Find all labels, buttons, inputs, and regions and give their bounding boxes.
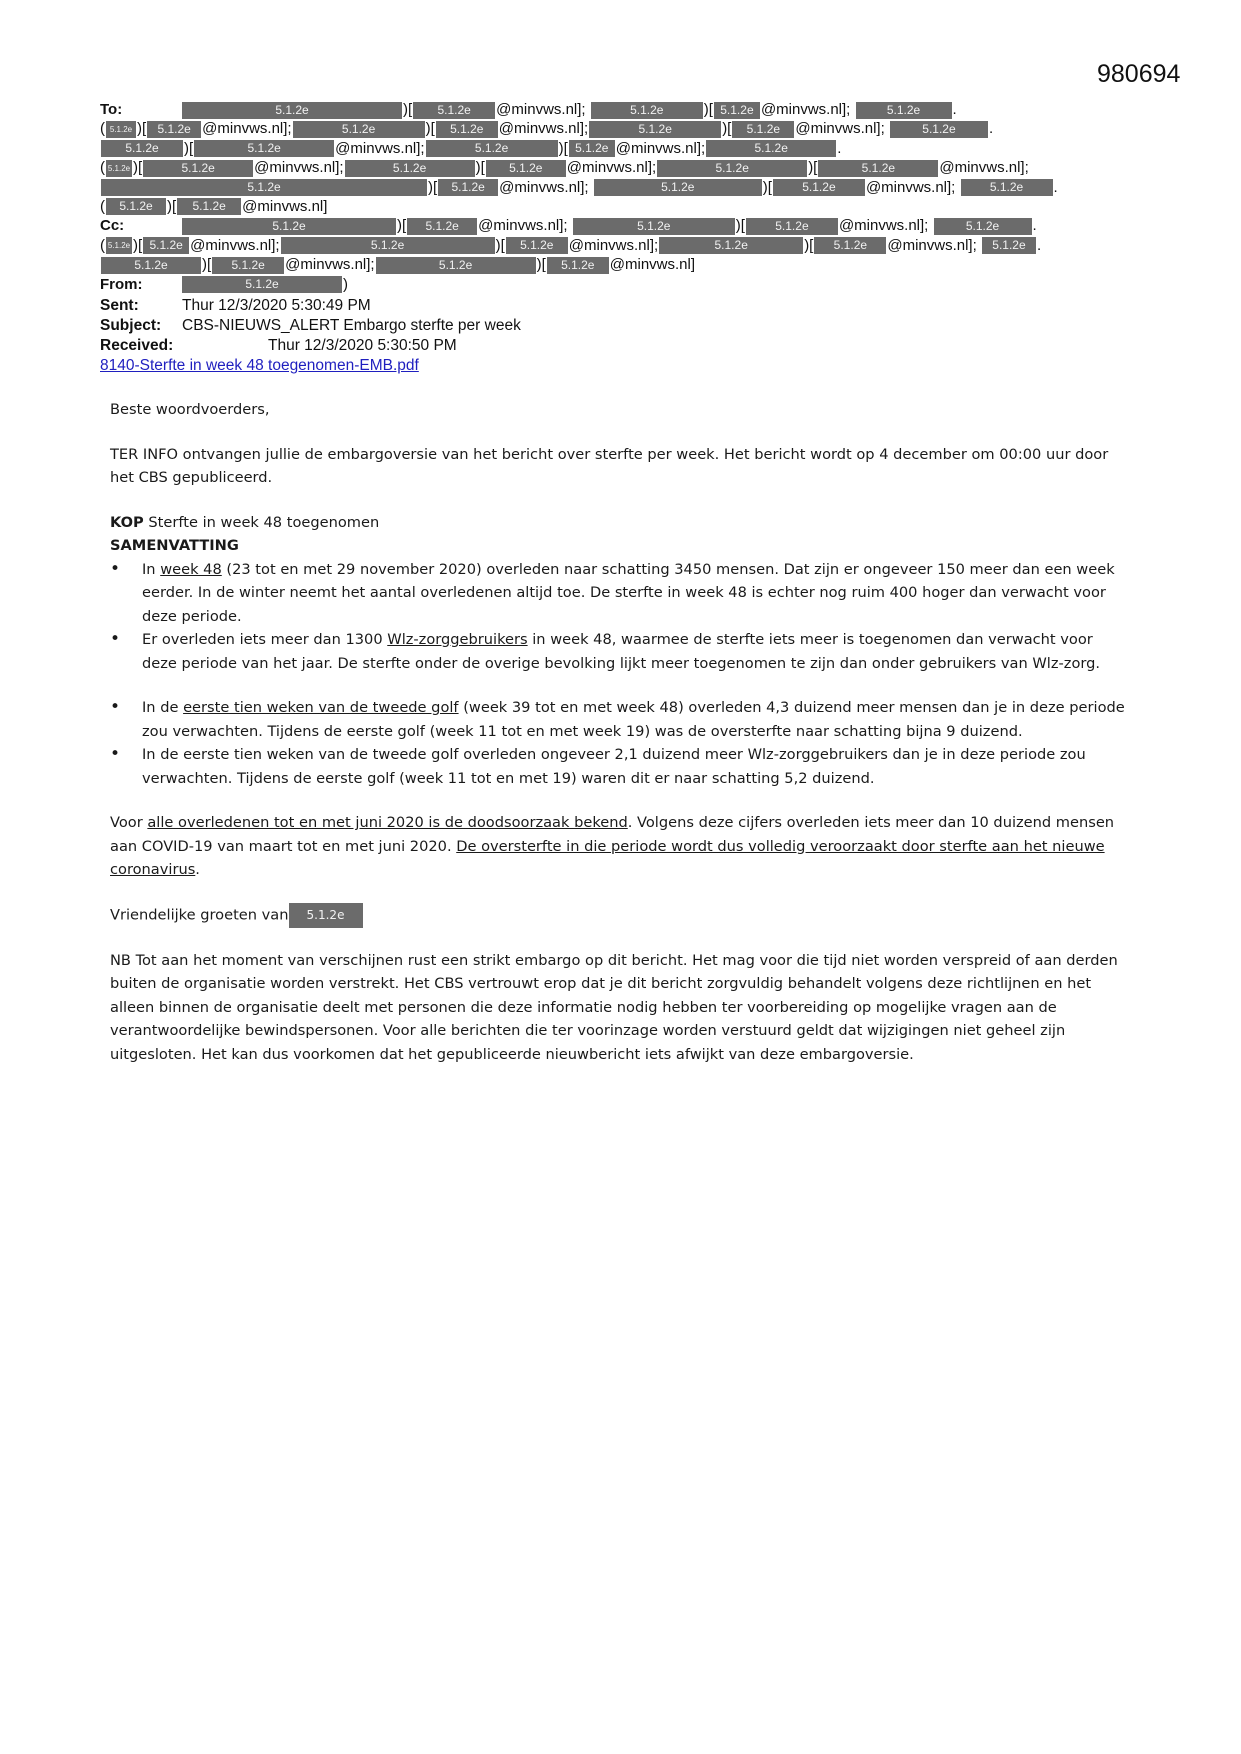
email-domain: @minvws.nl];	[568, 236, 659, 254]
sent-value: Thur 12/3/2020 5:30:49 PM	[182, 297, 371, 314]
summary-list	[110, 696, 1130, 790]
redacted-name: 5.1.2e	[177, 198, 241, 215]
to-line: ( 5.1.2e )[ 5.1.2e @minvws.nl]; 5.1.2e )[ 5.1.2e @minvws.nl]; 5.1.2e )[ 5.1.2e @minvws.nl];	[100, 159, 1029, 177]
redacted-name: 5.1.2e	[589, 121, 721, 138]
email-domain: @minvws.nl];	[499, 178, 589, 196]
redacted-name: 5.1.2e	[106, 198, 166, 215]
redacted-name: 5.1.2e	[961, 179, 1053, 196]
email-domain: @minvws.nl];	[335, 139, 425, 157]
document-id: 980694	[1097, 60, 1181, 88]
email-domain: @minvws.nl];	[887, 236, 977, 254]
redacted-name: 5.1.2e	[293, 121, 425, 138]
subject-value: CBS-NIEUWS_ALERT Embargo sterfte per week	[182, 317, 521, 334]
redacted-name: 5.1.2e	[890, 121, 988, 138]
redacted-name: 5.1.2e	[657, 160, 807, 177]
nb-paragraph: NB Tot aan het moment van verschijnen rust een strikt embargo op dit bericht. Het mag voor die tijd niet worden verspreid of aan derden buiten de organisatie worden verstrekt. Het CBS vertrouwt erop dat je dit bericht zorgvuldig behandelt volgens deze richtlijnen en het alleen binnen de organisatie deelt met personen die deze informatie nodig hebben ter voorbereiding op mogelijke vragen aan de verantwoordelijke bewindspersonen. Voor alle berichten die ter voorinzage worden verstuurd geldt dat wijzigingen niet geheel zijn uitgesloten. Het kan dus voorkomen dat het gepubliceerde nieuwbericht iets afwijkt van deze embargoversie.	[110, 951, 1118, 1063]
redacted-name: 5.1.2e	[345, 160, 475, 177]
redacted-name: 5.1.2e	[407, 218, 477, 235]
redacted-name: 5.1.2e	[106, 237, 132, 254]
email-domain: @minvws.nl];	[566, 159, 657, 177]
email-domain: @minvws.nl];	[615, 139, 706, 157]
text: (week 39 tot en met week 48) overleden 4,3 duizend meer mensen dan je in deze periode zou verwachten. Tijdens de eerste golf (week 11 tot en met week 19) was de oversterfte naar schatting bijna 9 duizend.	[142, 699, 1125, 740]
redacted-name: 5.1.2e	[569, 140, 615, 157]
redacted-name: 5.1.2e	[194, 140, 334, 157]
to-line: 5.1.2e )[ 5.1.2e @minvws.nl]; 5.1.2e )[ 5.1.2e @minvws.nl]; 5.1.2e .	[100, 178, 1140, 197]
redacted-name: 5.1.2e	[438, 179, 498, 196]
email-domain-last: @minvws.nl]	[609, 256, 696, 274]
redacted-name: 5.1.2e	[934, 218, 1032, 235]
redacted-name: 5.1.2e	[143, 237, 189, 254]
text: Er overleden iets meer dan 1300	[142, 631, 388, 648]
email-domain: @minvws.nl];	[190, 236, 280, 254]
redacted-name: 5.1.2e	[106, 121, 136, 138]
oversterfte-link[interactable]: De oversterfte in die periode wordt dus volledig veroorzaakt door sterfte aan het nieuwe coronavirus	[110, 837, 1105, 878]
received-label: Received:	[100, 337, 174, 354]
to-line: ( 5.1.2e )[ 5.1.2e @minvws.nl]	[100, 197, 328, 215]
email-meta	[100, 296, 521, 376]
redacted-name: 5.1.2e	[982, 237, 1036, 254]
to-line: ( 5.1.2e )[ 5.1.2e @minvws.nl]; 5.1.2e )[ 5.1.2e @minvws.nl]; 5.1.2e )[ 5.1.2e @minvws.nl]; 5.1.2e .	[100, 120, 994, 138]
subject-row	[100, 316, 521, 336]
redacted-name: 5.1.2e	[376, 257, 536, 274]
email-domain: @minvws.nl];	[939, 159, 1029, 177]
text: In de	[142, 699, 184, 716]
redacted-name: 5.1.2e	[106, 160, 132, 177]
to-label: To:	[100, 101, 123, 118]
email-domain: @minvws.nl];	[496, 101, 586, 118]
cc-line: 5.1.2e )[ 5.1.2e @minvws.nl]; 5.1.2e )[ 5.1.2e @minvws.nl]	[100, 255, 1140, 274]
email-domain-last: @minvws.nl]	[242, 197, 328, 215]
redacted-name: 5.1.2e	[281, 237, 495, 254]
redacted-name: 5.1.2e	[182, 218, 396, 235]
from-line: From: 5.1.2e )	[100, 275, 348, 293]
list-item: • In de eerste tien weken van de tweede golf overleden ongeveer 2,1 duizend meer Wlz-zorggebruikers dan je in deze periode zou verwachten. Tijdens de eerste golf (week 11 tot en met 19) waren dit er naar schatting 5,2 duizend.	[110, 743, 1130, 790]
redacted-name: 5.1.2e	[212, 257, 284, 274]
greeting: Beste woordvoerders,	[110, 401, 270, 418]
kop-label: KOP	[110, 513, 144, 531]
intro-paragraph: TER INFO ontvangen jullie de embargoversie van het bericht over sterfte per week. Het bericht wordt op 4 december om 00:00 uur door het CBS gepubliceerd.	[110, 445, 1109, 486]
redacted-name: 5.1.2e	[436, 121, 498, 138]
list-item	[110, 628, 1130, 675]
redacted-name: 5.1.2e	[289, 903, 363, 928]
week-48-link[interactable]: week 48	[160, 560, 222, 578]
text: (23 tot en met 29 november 2020) overleden naar schatting 3450 mensen. Dat zijn er ongeveer 150 meer dan een week eerder. In de winter neemt het aantal overledenen altijd toe. De sterfte in week 48 is echter nog ruim 400 hoger dan verwacht voor deze periode.	[142, 560, 1115, 625]
redacted-name: 5.1.2e	[818, 160, 938, 177]
redacted-name: 5.1.2e	[182, 102, 402, 119]
kop-text: Sterfte in week 48 toegenomen	[143, 513, 380, 531]
redacted-name: 5.1.2e	[182, 276, 342, 293]
email-domain: @minvws.nl];	[285, 256, 375, 274]
recipient-block	[100, 100, 1140, 294]
cc-line: Cc: 5.1.2e )[ 5.1.2e @minvws.nl]; 5.1.2e )[ 5.1.2e @minvws.nl]; 5.1.2e .	[100, 217, 1037, 235]
text: .	[195, 861, 200, 878]
redacted-name: 5.1.2e	[856, 102, 952, 119]
redacted-name: 5.1.2e	[101, 179, 427, 196]
redacted-name: 5.1.2e	[573, 218, 735, 235]
redacted-name: 5.1.2e	[714, 102, 760, 119]
attachment-row	[100, 356, 521, 376]
redacted-name: 5.1.2e	[101, 140, 183, 157]
to-line: To: 5.1.2e )[ 5.1.2e @minvws.nl]; 5.1.2e )[ 5.1.2e @minvws.nl]; 5.1.2e .	[100, 101, 957, 118]
list-item	[110, 696, 1130, 743]
email-domain: @minvws.nl];	[760, 101, 851, 118]
redacted-name: 5.1.2e	[706, 140, 836, 157]
separator: )[	[703, 101, 713, 118]
redacted-name: 5.1.2e	[773, 179, 865, 196]
from-label: From:	[100, 275, 143, 293]
cc-line: ( 5.1.2e )[ 5.1.2e @minvws.nl]; 5.1.2e )[ 5.1.2e @minvws.nl]; 5.1.2e )[ 5.1.2e @minvws.nl]; 5.1.2e .	[100, 236, 1042, 254]
to-line: 5.1.2e )[ 5.1.2e @minvws.nl]; 5.1.2e )[ 5.1.2e @minvws.nl]; 5.1.2e .	[100, 139, 1140, 158]
sent-row	[100, 296, 521, 316]
redacted-name: 5.1.2e	[101, 257, 201, 274]
redacted-name: 5.1.2e	[506, 237, 568, 254]
email-domain: @minvws.nl];	[254, 159, 344, 177]
received-value: Thur 12/3/2020 5:30:50 PM	[268, 337, 457, 354]
redacted-name: 5.1.2e	[659, 237, 803, 254]
wlz-link[interactable]: Wlz-zorggebruikers	[387, 631, 528, 648]
email-domain: @minvws.nl];	[202, 120, 292, 138]
redacted-name: 5.1.2e	[746, 218, 838, 235]
redacted-name: 5.1.2e	[413, 102, 495, 119]
email-domain: @minvws.nl];	[838, 217, 929, 235]
redacted-name: 5.1.2e	[426, 140, 558, 157]
received-row	[100, 336, 521, 356]
text: Voor	[110, 814, 148, 831]
attachment-link[interactable]: 8140-Sterfte in week 48 toegenomen-EMB.pdf	[100, 357, 419, 374]
redacted-name: 5.1.2e	[547, 257, 609, 274]
email-body	[110, 398, 1130, 1066]
text: in week 48, waarmee de sterfte iets meer is toegenomen dan verwacht voor deze periode van het jaar. De sterfte onder de overige bevolking lijkt meer toegenomen te zijn dan onder gebruikers van Wlz-zorg.	[142, 631, 1101, 672]
sent-label: Sent:	[100, 297, 139, 314]
second-wave-link[interactable]: eerste tien weken van de tweede golf	[183, 699, 459, 716]
kop-line	[110, 511, 1130, 535]
regards-line	[110, 903, 1130, 928]
cause-link[interactable]: alle overledenen tot en met juni 2020 is de doodsoorzaak bekend	[147, 814, 628, 831]
summary-list	[110, 558, 1130, 676]
redacted-name: 5.1.2e	[143, 160, 253, 177]
redacted-name: 5.1.2e	[591, 102, 703, 119]
text: . Volgens deze cijfers overleden iets meer dan 10 duizend mensen aan COVID-19 van maart tot en met juni 2020.	[110, 814, 1115, 855]
redacted-name: 5.1.2e	[147, 121, 201, 138]
separator: )[	[403, 101, 413, 118]
text: In	[142, 560, 161, 578]
email-domain: @minvws.nl];	[478, 217, 568, 235]
email-domain: @minvws.nl];	[498, 120, 589, 138]
summary-heading: SAMENVATTING	[110, 537, 239, 554]
redacted-name: 5.1.2e	[486, 160, 566, 177]
regards-text: Vriendelijke groeten van	[110, 906, 289, 923]
subject-label: Subject:	[100, 317, 162, 334]
redacted-name: 5.1.2e	[594, 179, 762, 196]
cc-label: Cc:	[100, 217, 125, 235]
cause-paragraph	[110, 811, 1130, 882]
redacted-name: 5.1.2e	[732, 121, 794, 138]
email-domain: @minvws.nl];	[865, 178, 956, 196]
redacted-name: 5.1.2e	[814, 237, 886, 254]
email-domain: @minvws.nl];	[795, 120, 885, 138]
list-item	[110, 558, 1130, 629]
